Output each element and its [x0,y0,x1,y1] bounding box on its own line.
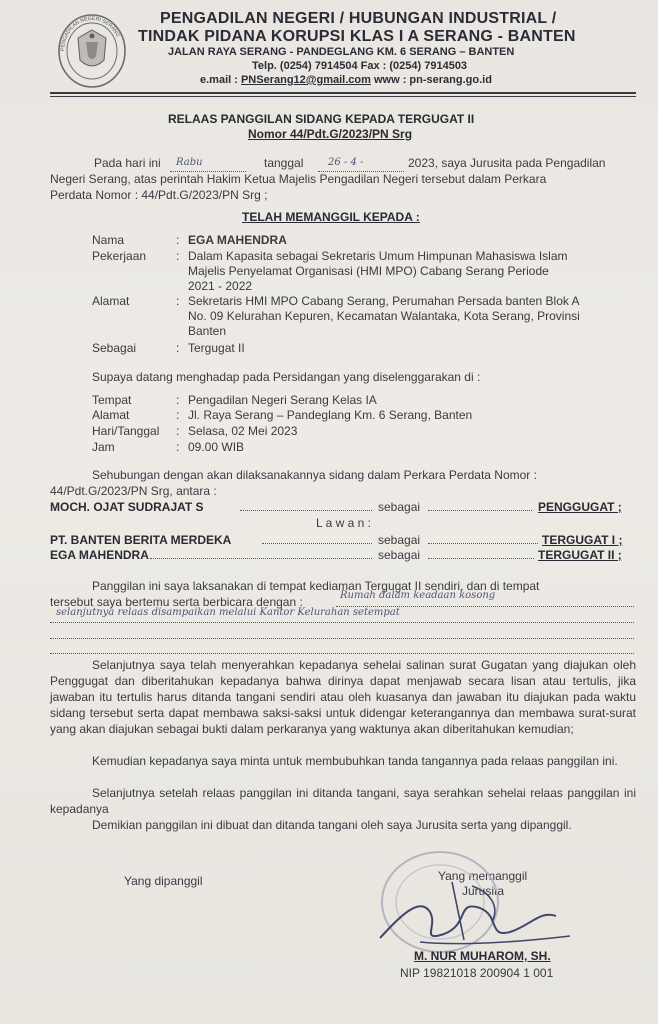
dotted-leader [428,510,532,511]
paragraph-signature-request: Kemudian kepadanya saya minta untuk membubuhkan tanda tangannya pada relaas panggilan ini. [92,754,618,768]
recipient-role: Tergugat II [188,341,245,355]
signature-right-label1: Yang memanggil [438,869,528,883]
parties-intro-line2: 44/Pdt.G/2023/PN Srg, antara : [50,484,217,498]
appear-intro: Supaya datang menghadap pada Persidangan yang diselenggarakan di : [92,370,481,384]
court-seal-logo [56,12,128,90]
date-handwritten: 26 - 4 - [328,157,364,168]
paragraph-closing: Demikian panggilan ini dibuat dan ditanda tangani oleh saya Jurusita serta yang dipanggil. [92,818,572,832]
colon: : [176,294,180,308]
alamat-line2: No. 09 Kelurahan Kepuren, Kecamatan Walantaka, Kota Serang, Provinsi [188,309,580,323]
dotted-leader [240,510,372,511]
pekerjaan-line3: 2021 - 2022 [188,279,253,293]
case-number: Nomor 44/Pdt.G/2023/PN Srg [248,127,413,141]
dotted-leader [428,558,534,559]
bailiff-name: M. NUR MUHAROM, SH. [414,949,551,963]
letterhead-divider [50,92,636,94]
opening-prefix: Pada hari ini [94,156,161,170]
alamat-line3: Banten [188,324,227,338]
sebagai-word: sebagai [378,548,421,562]
official-stamp-and-signature [360,846,620,956]
delivery-line1: Panggilan ini saya laksanakan di tempat kediaman Tergugat II sendiri, dan di tempat [92,579,540,593]
website[interactable]: www : pn-serang.go.id [373,74,492,86]
paragraph-gugatan: Selanjutnya saya telah menyerahkan kepadanya sehelai salinan surat Gugatan yang diajukan oleh Penggugat dan diberitahukan kepadanya bahwa dirinya dapat menjawab secara lisan atau tertulis, jika jawaban itu tertulis harus ditanda tangani sendiri atau oleh kuasanya dan jawaban itu diajukan pada waktu sidang tersebut serta dapat membawa saksi-saksi untuk didengar keterangannya dan membawa surat-surat yang akan diajukan sebagai bukti dalam perkaranya yang waktunya akan diberitahukan kemudian; [50,658,636,736]
handwritten-note: selanjutnya relaas disampaikan melalui Kantor Kelurahan setempat [56,607,400,618]
handwritten-met-with: Rumah dalam keadaan kosong [340,590,496,601]
document-title: RELAAS PANGGILAN SIDANG KEPADA TERGUGAT II [168,112,475,126]
hearing-time: 09.00 WIB [188,440,245,454]
colon: : [176,341,180,355]
day-field [170,158,246,172]
defendant1-role: TERGUGAT I ; [542,533,623,547]
alamat-label: Alamat [92,294,130,308]
colon: : [176,408,180,422]
delivery-line2: tersebut saya bertemu serta berbicara dengan : [50,595,303,609]
tempat-label: Tempat [92,393,132,407]
dotted-leader [428,543,538,544]
plaintiff-role: PENGGUGAT ; [538,500,622,514]
opening-line2: Negeri Serang, atas perintah Hakim Ketua Majelis Pengadilan Negeri tersebut dalam Perkara [50,172,547,186]
pekerjaan-label: Pekerjaan [92,249,147,263]
hari-label: Hari/Tanggal [92,424,160,438]
tanggal-label: tanggal [264,156,304,170]
bailiff-nip: NIP 19821018 200904 1 001 [400,966,554,980]
dotted-leader [150,558,372,559]
colon: : [176,233,180,247]
jam-label: Jam [92,440,115,454]
recipient-name: EGA MAHENDRA [188,233,287,247]
signature-right-label2: Jurusita [462,884,505,898]
letterhead-contact [200,74,492,86]
letterhead-line1: PENGADILAN NEGERI / HUBUNGAN INDUSTRIAL / [160,10,557,27]
email-label: e.mail : [200,74,238,86]
defendant2-role: TERGUGAT II ; [538,548,622,562]
colon: : [176,393,180,407]
parties-intro-line1: Sehubungan dengan akan dilaksanakannya sidang dalam Perkara Perdata Nomor : [92,468,537,482]
lawan-label: L a w a n : [316,516,371,530]
pekerjaan-line2: Majelis Penyelamat Organisasi (HMI MPO) Cabang Serang Periode [188,264,549,278]
letterhead-phone: Telp. (0254) 7914504 Fax : (0254) 7914503 [252,60,468,72]
sebagai-word: sebagai [378,533,421,547]
pekerjaan-line1: Dalam Kapasita sebagai Sekretaris Umum Himpunan Mahasiswa Islam [188,249,568,263]
signature-left-label: Yang dipanggil [124,874,203,888]
dotted-leader [262,543,372,544]
day-handwritten: Rabu [176,157,203,168]
plaintiff-name: MOCH. OJAT SUDRAJAT S [50,500,204,514]
nama-label: Nama [92,233,125,247]
called-heading: TELAH MEMANGGIL KEPADA : [242,210,420,224]
colon: : [176,249,180,263]
letterhead-line2: TINDAK PIDANA KORUPSI KLAS I A SERANG - BANTEN [138,28,576,45]
defendant2-name: EGA MAHENDRA [50,548,149,562]
note-line [50,653,634,654]
seal-text: PENGADILAN NEGERI SERANG [59,15,121,52]
defendant1-name: PT. BANTEN BERITA MERDEKA [50,533,232,547]
letterhead-address: JALAN RAYA SERANG - PANDEGLANG KM. 6 SERANG – BANTEN [168,46,515,58]
note-line [50,638,634,639]
colon: : [176,424,180,438]
opening-line3: Perdata Nomor : 44/Pdt.G/2023/PN Srg ; [50,188,268,202]
paragraph-handover: Selanjutnya setelah relaas panggilan ini ditanda tangani, saya serahkan sehelai relaas panggilan ini kepadanya [50,786,636,816]
date-field [318,158,404,172]
email-link[interactable]: PNSerang12@gmail.com [240,74,371,86]
sebagai-word: sebagai [378,500,421,514]
venue-address: Jl. Raya Serang – Pandeglang Km. 6 Serang, Banten [188,408,473,422]
colon: : [176,440,180,454]
hearing-date: Selasa, 02 Mei 2023 [188,424,298,438]
letterhead-divider-thin [50,96,636,97]
sebagai-label: Sebagai [92,341,137,355]
venue-alamat-label: Alamat [92,408,130,422]
opening-line1-rest: 2023, saya Jurusita pada Pengadilan [408,156,606,170]
venue-place: Pengadilan Negeri Serang Kelas IA [188,393,377,407]
note-line [50,622,634,623]
alamat-line1: Sekretaris HMI MPO Cabang Serang, Perumahan Persada banten Blok A [188,294,580,308]
